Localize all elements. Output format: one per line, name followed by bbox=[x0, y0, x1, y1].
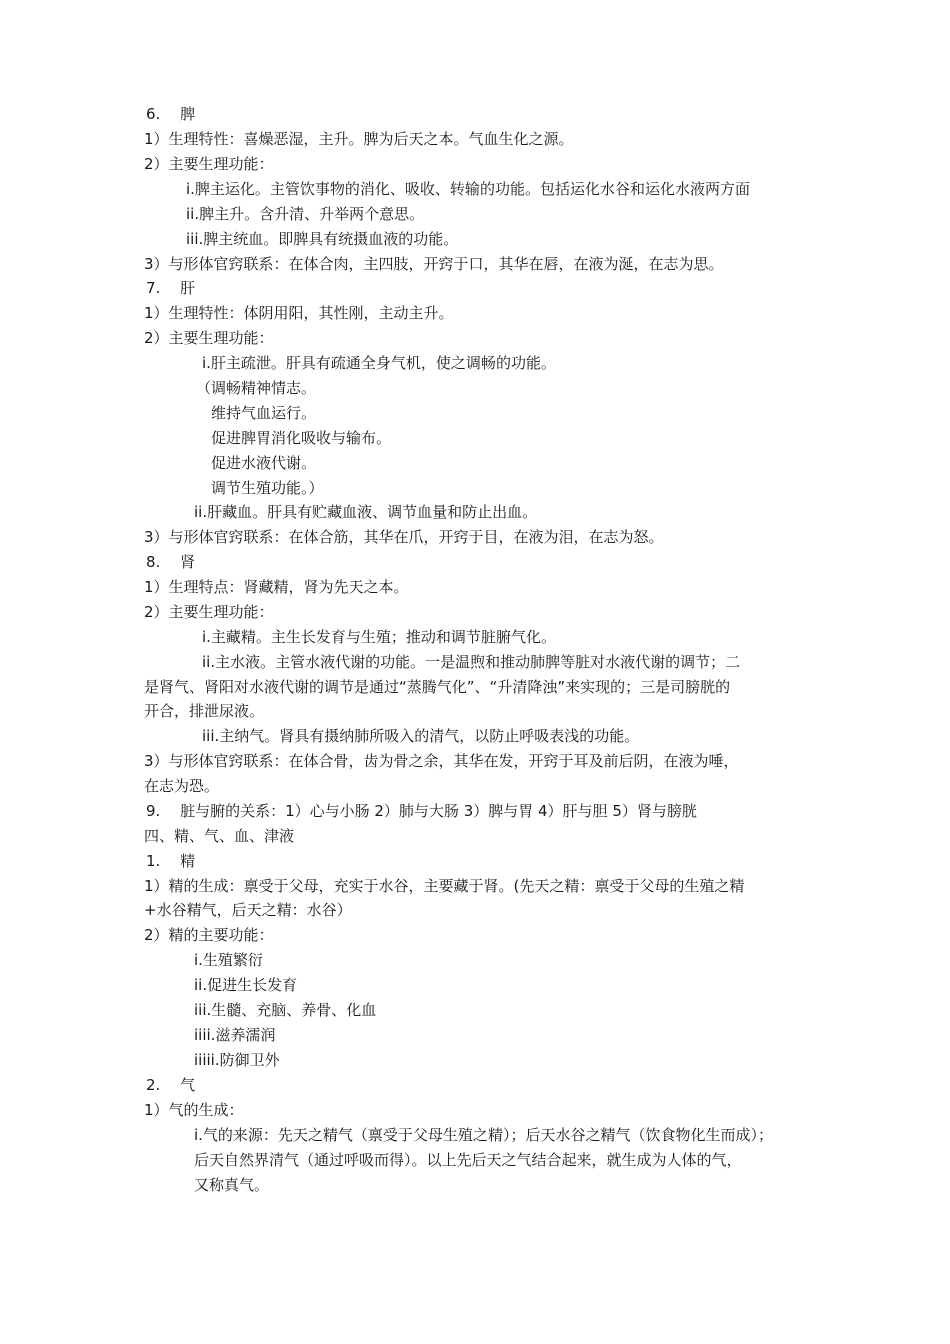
text-line: 促进脾胃消化吸收与输布。 bbox=[211, 429, 392, 447]
text-line: i.生殖繁衍 bbox=[194, 951, 263, 969]
text-line: ii.促进生长发育 bbox=[194, 976, 298, 994]
text-line: iiiii.防御卫外 bbox=[194, 1051, 280, 1069]
text-line: 3）与形体官窍联系：在体合肉，主四肢，开窍于口，其华在唇，在液为涎，在志为思。 bbox=[144, 255, 724, 273]
heading-pi: 6. 脾 bbox=[146, 105, 196, 123]
text-line: i.气的来源：先天之精气（禀受于父母生殖之精）；后天水谷之精气（饮食物化生而成）； bbox=[194, 1126, 773, 1144]
text-line: 开合，排泄尿液。 bbox=[144, 702, 265, 720]
text-line: i.脾主运化。主管饮事物的消化、吸收、转输的功能。包括运化水谷和运化水液两方面 bbox=[186, 180, 750, 198]
text-line: 2）精的主要功能： bbox=[144, 926, 274, 944]
text-line: 维持气血运行。 bbox=[211, 404, 317, 422]
text-line: ii.主水液。主管水液代谢的功能。一是温煦和推动肺脾等脏对水液代谢的调节；二 bbox=[202, 653, 741, 671]
text-line: 1）生理特性：喜燥恶湿，主升。脾为后天之本。气血生化之源。 bbox=[144, 130, 574, 148]
text-line: iii.生髓、充脑、养骨、化血 bbox=[194, 1001, 377, 1019]
text-line: +水谷精气，后天之精：水谷） bbox=[144, 901, 352, 919]
text-line: iiii.滋养濡润 bbox=[194, 1026, 276, 1044]
text-line: 3）与形体官窍联系：在体合骨，齿为骨之余，其华在发，开窍于耳及前后阴，在液为唾， bbox=[144, 752, 739, 770]
heading-shen: 8. 肾 bbox=[146, 553, 196, 571]
text-line: 1）精的生成：禀受于父母，充实于水谷，主要藏于肾。(先天之精：禀受于父母的生殖之精 bbox=[144, 877, 745, 895]
text-line: 促进水液代谢。 bbox=[211, 454, 317, 472]
text-line: 9. 脏与腑的关系：1）心与小肠 2）肺与大肠 3）脾与胃 4）肝与胆 5）肾与膀胱 bbox=[146, 802, 697, 820]
text-line: ii.肝藏血。肝具有贮藏血液、调节血量和防止出血。 bbox=[194, 503, 538, 521]
text-line: 1）生理特点：肾藏精，肾为先天之本。 bbox=[144, 578, 409, 596]
text-line: （调畅精神情志。 bbox=[196, 379, 317, 397]
text-line: 在志为恐。 bbox=[144, 777, 220, 795]
text-line: 2）主要生理功能： bbox=[144, 155, 274, 173]
text-line: 又称真气。 bbox=[194, 1176, 270, 1194]
heading-gan: 7. 肝 bbox=[146, 279, 196, 297]
text-line: ii.脾主升。含升清、升举两个意思。 bbox=[186, 205, 425, 223]
text-line: 1）生理特性：体阴用阳，其性刚，主动主升。 bbox=[144, 304, 454, 322]
text-line: 调节生殖功能。） bbox=[211, 479, 324, 497]
text-line: 1）气的生成： bbox=[144, 1101, 244, 1119]
text-line: 3）与形体官窍联系：在体合筋，其华在爪，开窍于目，在液为泪，在志为怒。 bbox=[144, 528, 664, 546]
section-heading: 四、精、气、血、津液 bbox=[144, 827, 295, 845]
text-line: iii.脾主统血。即脾具有统摄血液的功能。 bbox=[186, 230, 459, 248]
text-line: i.主藏精。主生长发育与生殖；推动和调节脏腑气化。 bbox=[202, 628, 556, 646]
text-line: 2）主要生理功能： bbox=[144, 603, 274, 621]
text-line: 2）主要生理功能： bbox=[144, 329, 274, 347]
text-line: i.肝主疏泄。肝具有疏通全身气机，使之调畅的功能。 bbox=[202, 354, 556, 372]
text-line: 后天自然界清气（通过呼吸而得）。以上先后天之气结合起来，就生成为人体的气， bbox=[194, 1151, 742, 1169]
heading-qi: 2. 气 bbox=[146, 1076, 196, 1094]
text-line: iii.主纳气。肾具有摄纳肺所吸入的清气，以防止呼吸表浅的功能。 bbox=[202, 727, 640, 745]
text-line: 是肾气、肾阳对水液代谢的调节是通过“蒸腾气化”、“升清降浊”来实现的；三是司膀胱的 bbox=[144, 678, 731, 696]
heading-jing: 1. 精 bbox=[146, 852, 196, 870]
